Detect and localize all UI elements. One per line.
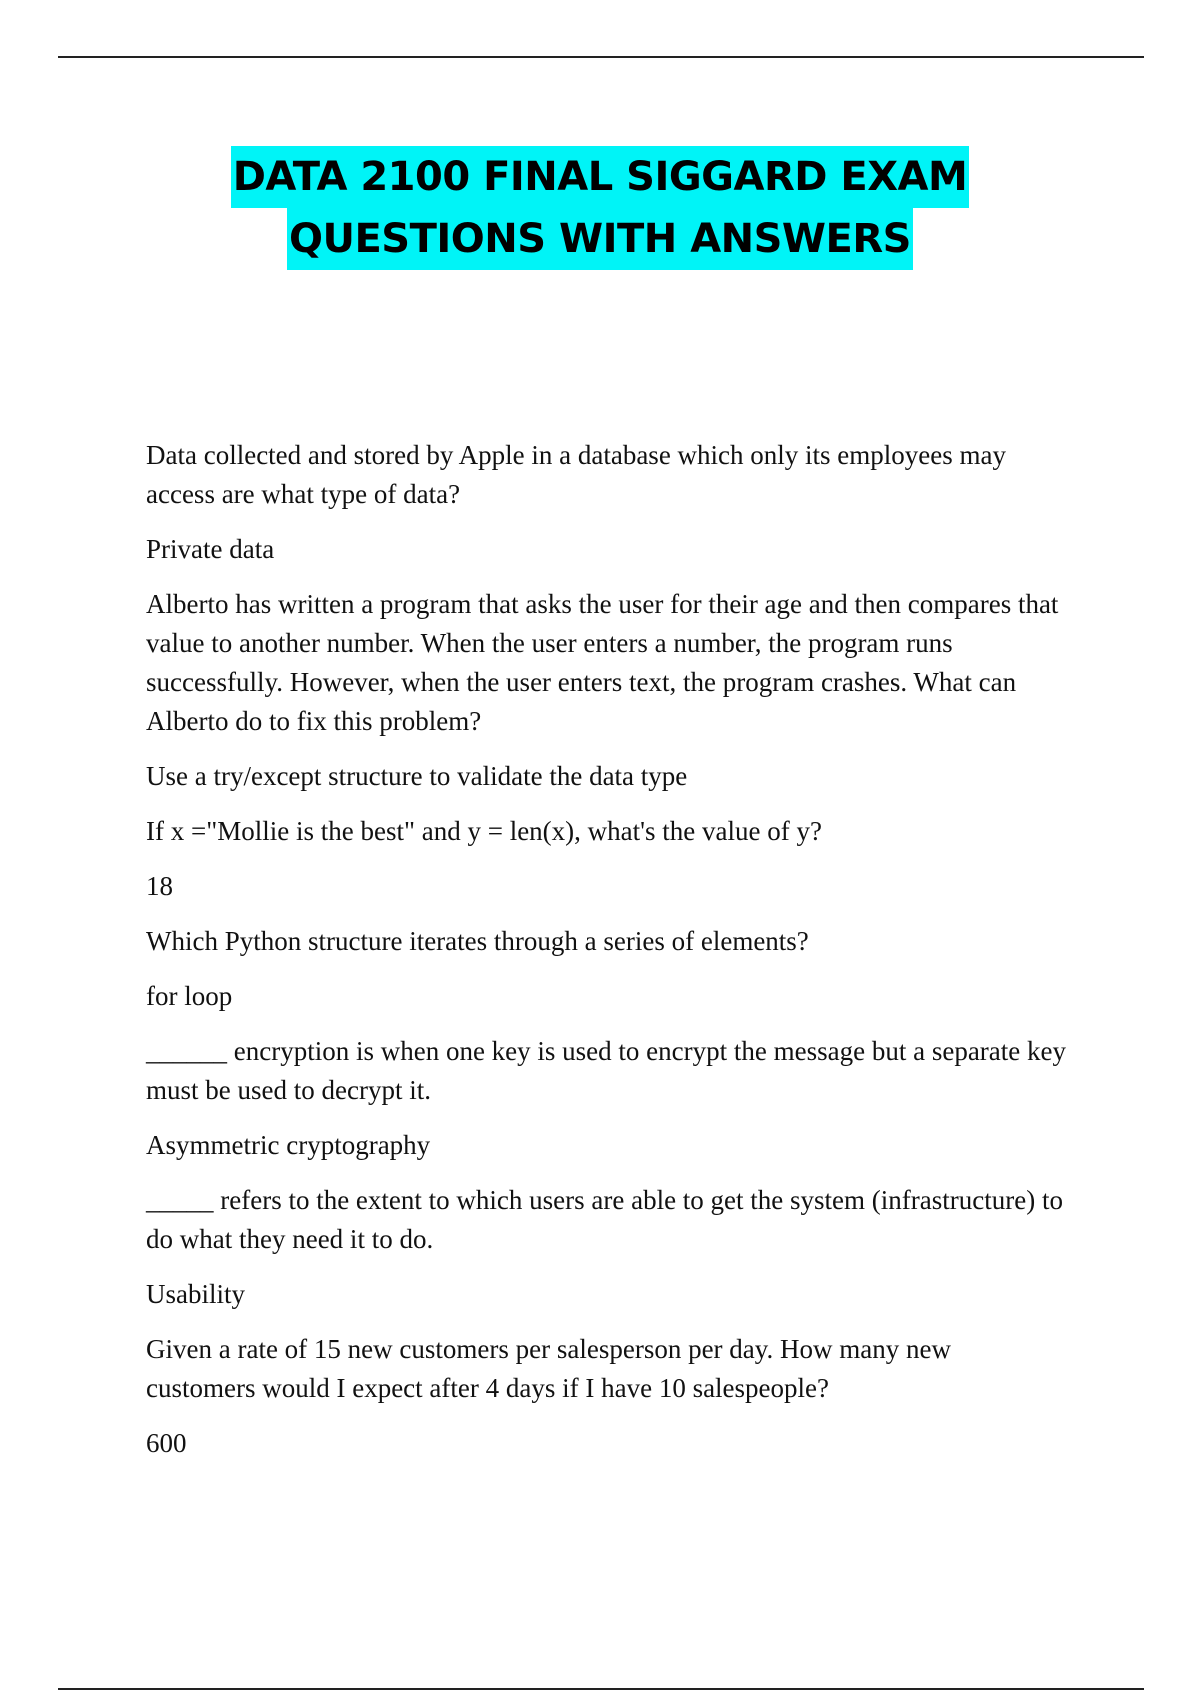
top-rule <box>58 56 1144 58</box>
bottom-rule <box>58 1688 1144 1690</box>
question-3: If x ="Mollie is the best" and y = len(x), what's the value of y? <box>146 816 822 846</box>
answer-3: 18 <box>146 871 173 901</box>
document-title <box>0 146 1200 270</box>
answer-2: Use a try/except structure to validate the data type <box>146 761 688 791</box>
question-1: Data collected and stored by Apple in a database which only its employees may access are what type of data? <box>146 440 1006 509</box>
qa-list <box>146 436 1066 1479</box>
title-line-1: DATA 2100 FINAL SIGGARD EXAM <box>231 146 970 208</box>
question-4: Which Python structure iterates through a series of elements? <box>146 926 809 956</box>
answer-4: for loop <box>146 981 233 1011</box>
question-5: ______ encryption is when one key is used to encrypt the message but a separate key must be used to decrypt it. <box>146 1036 1066 1105</box>
question-6: _____ refers to the extent to which users are able to get the system (infrastructure) to do what they need it to do. <box>146 1185 1063 1254</box>
answer-6: Usability <box>146 1279 245 1309</box>
question-7: Given a rate of 15 new customers per salesperson per day. How many new customers would I expect after 4 days if I have 10 salespeople? <box>146 1334 951 1403</box>
answer-7: 600 <box>146 1428 187 1458</box>
title-line-2: QUESTIONS WITH ANSWERS <box>287 208 913 270</box>
answer-1: Private data <box>146 534 275 564</box>
answer-5: Asymmetric cryptography <box>146 1130 431 1160</box>
question-2: Alberto has written a program that asks the user for their age and then compares that value to another number. When the user enters a number, the program runs successfully. However, when the user enters text, the program crashes. What can Alberto do to fix this problem? <box>146 589 1059 736</box>
